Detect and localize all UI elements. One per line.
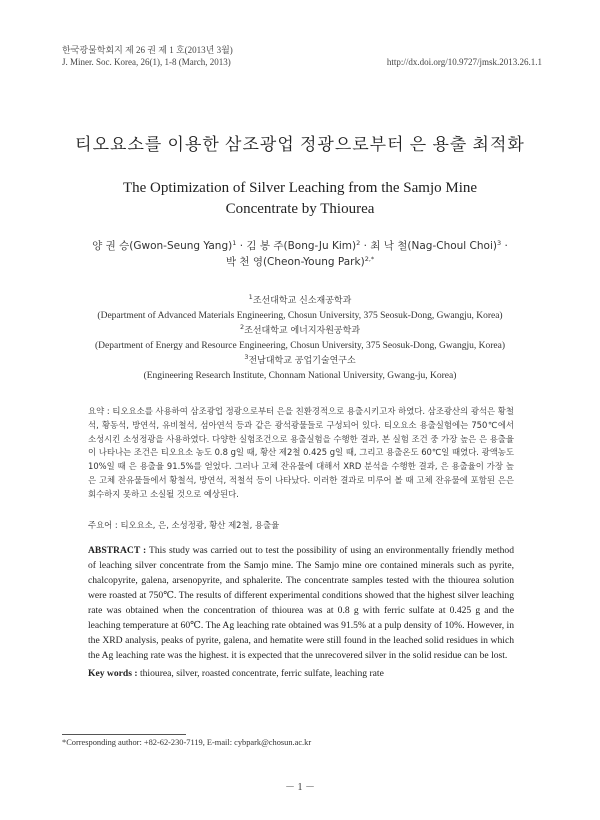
affiliation-en: (Department of Energy and Resource Engineering, Chosun University, 375 Seosuk-Dong, Gwangju, Korea) <box>95 341 505 351</box>
abstract-korean-text: 티오요소를 사용하여 삼조광업 정광으로부터 은을 친환경적으로 용출시키고자 하였다. 삼조광산의 광석은 황철석, 황동석, 방연석, 유비철석, 섬아연석 등과 같은 광석광물들로 구성되어 있다. 티오요소 용출실험에는 750℃에서 소성시킨 소성정광을 사용하였다. 다양한 실험조건으로 용출실험을 수행한 결과, 본 실험 조건 중 가장 높은 은 용출율이 나타나는 조건은 티오요소 농도 0.8 g일 때, 황산 제2철 0.425 g일 때, 그리고 용출온도 60℃일 때였다. 광액농도 10%일 때 은 용출율 91.5%를 얻었다. 그러나 고체 잔유물에 대해서 XRD 분석을 수행한 결과, 은 용출율이 가장 높은 고체 잔유물들에서 황철석, 방연석, 적철석 등이 나타났다. 이러한 결과로 미루어 볼 때 고체 잔유물에 포함된 은은 회수하지 못하고 소실될 것으로 예상된다. <box>88 406 514 499</box>
abstract-english-label: ABSTRACT : <box>88 545 147 556</box>
keywords-korean <box>88 519 514 531</box>
author: 최 낙 철(Nag-Choul Choi)$^3$ · <box>370 239 508 252</box>
affiliation-en: (Department of Advanced Materials Engineering, Chosun University, 375 Seosuk-Dong, Gwangju, Korea) <box>97 311 503 321</box>
affiliation-ko: $^3$전남대학교 공업기술연구소 <box>244 353 356 366</box>
title-english: The Optimization of Silver Leaching from the Samjo Mine Concentrate by Thiourea <box>122 180 478 217</box>
author: 박 천 영(Cheon-Young Park)$^{2,*}$ <box>225 255 375 268</box>
doi-link[interactable]: http://dx.doi.org/10.9727/jmsk.2013.26.1.1 <box>386 57 542 67</box>
abstract-english-text: This study was carried out to test the possibility of using an environmentally friendly method of leaching silver concentrate from the Samjo mine. The Samjo mine ore contained minerals such as pyrite, chalcopyrite, galena, arsenopyrite, and sphalerite. The concentrate samples tested with the thiourea solution were roasted at 750℃. The results of different experimental conditions showed that the highest silver leaching rate was obtained when the concentration of thiourea was at 0.8 g with ferric sulfate at 0.425 g and the leaching temperature at 60℃. The Ag leaching rate obtained was 91.5% at a pulp density of 10%. However, in the XRD analysis, peaks of pyrite, galena, and hematite were still found in the leached solid residues in which the Ag leaching rate was the highest. it is expected that the unrecovered silver in the solid residue can be lost. <box>88 545 514 661</box>
journal-header-english <box>62 57 542 67</box>
page-number: － 1 － <box>285 782 315 793</box>
abstract-korean <box>88 405 514 502</box>
keywords-english-label: Key words : <box>88 668 138 679</box>
keywords-korean-text: 티오요소, 은, 소성정광, 황산 제2철, 용출율 <box>120 520 280 530</box>
journal-citation: J. Miner. Soc. Korea, 26(1), 1-8 (March, 2013) <box>62 57 231 67</box>
footnote-divider <box>62 734 186 735</box>
keywords-korean-label: 주요어 : <box>88 520 118 530</box>
corresponding-author-footnote: *Corresponding author: +82-62-230-7119, E-mail: cybpark@chosun.ac.kr <box>62 738 312 747</box>
keywords-english <box>88 668 514 679</box>
affiliation-ko: $^2$조선대학교 에너지자원공학과 <box>239 323 361 336</box>
abstract-korean-label: 요약 : <box>88 406 110 416</box>
affiliation-list <box>40 294 560 384</box>
affiliation-ko: $^1$조선대학교 신소재공학과 <box>248 293 352 306</box>
keywords-english-text: thiourea, silver, roasted concentrate, ferric sulfate, leaching rate <box>139 668 384 679</box>
author: 양 권 승(Gwon-Seung Yang)$^1$ · <box>92 239 247 252</box>
affiliation-en: (Engineering Research Institute, Chonnam National University, Gwang-ju, Korea) <box>143 371 457 381</box>
abstract-english <box>88 543 514 663</box>
title-korean: 티오요소를 이용한 삼조광업 정광으로부터 은 용출 최적화 <box>75 135 525 154</box>
author: 김 봉 주(Bong-Ju Kim)$^2$ · <box>246 239 371 252</box>
journal-header-korean <box>62 43 542 56</box>
author-list <box>60 238 540 270</box>
journal-name-korean: 한국광물학회지 제 26 권 제 1 호(2013년 3월) <box>62 45 233 55</box>
